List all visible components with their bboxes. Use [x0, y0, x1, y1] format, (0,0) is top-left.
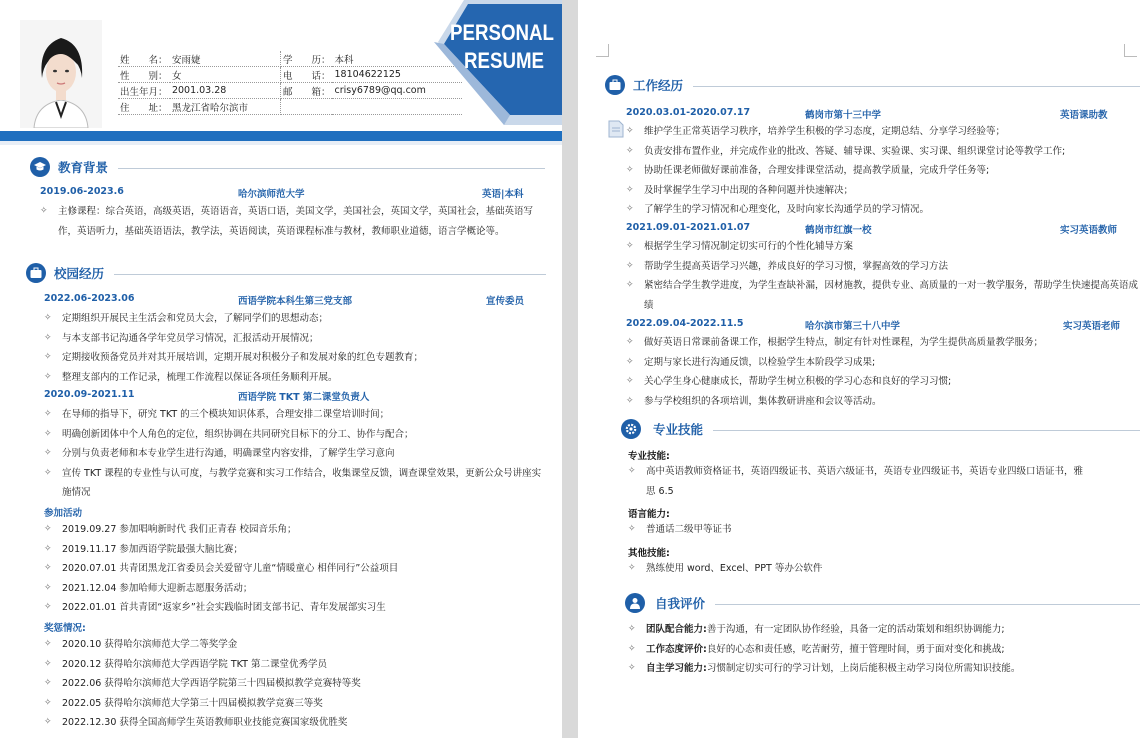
list-item: ✧ 负责安排布置作业，并完成作业的批改、答疑、辅导课、实验课、实习课、组织课堂讨论等教学工作; — [626, 145, 1066, 157]
item-text: 紧密结合学生教学进度，为学生查缺补漏，因材施教，提供专业、高质量的一对一教学服务，帮助学生快速提高英语成绩 — [644, 280, 1139, 311]
info-label: 住 址： — [118, 99, 170, 115]
list-item: ✧ 根据学生学习情况制定切实可行的个性化辅导方案 — [626, 241, 854, 252]
education-courses — [38, 202, 538, 241]
list-item: ✧ 2020.10 获得哈尔滨师范大学二等奖学金 — [44, 639, 238, 650]
section-education — [30, 157, 545, 179]
section-divider — [118, 168, 545, 169]
info-label — [280, 99, 332, 115]
graduation-cap-icon — [30, 157, 50, 177]
list-item: ✧ 协助任课老师做好课前准备，合理安排课堂活动，提高教学质量，完成升学任务等; — [626, 165, 990, 176]
item-text: 2019.09.27 参加唱响新时代 我们正青春 校园音乐角； — [62, 524, 297, 535]
item-text: 维护学生正常英语学习秩序，培养学生积极的学习态度，定期总结、分享学习经验等； — [644, 126, 1006, 137]
item-text: 2021.12.04 参加哈师大迎新志愿服务活动； — [62, 582, 253, 594]
item-text: 主修课程：综合英语，高级英语，英语语音，英语口语，美国文学，美国社会，英国文学，英国社会，基础英语写作，英语听力，基础英语语法，教学法，英语阅读，英语课程标准与教材，教师职业道德，语言学概论等。 — [58, 206, 534, 237]
item-text: 明确创新团体中个人角色的定位，组织协调在共同研究目标下的分工、协作与配合； — [62, 428, 414, 440]
item-text: 帮助学生提高英语学习兴趣，养成良好的学习习惯，掌握高效的学习方法 — [644, 260, 949, 272]
item-text: 2019.11.17 参加西语学院最强大脑比赛； — [62, 543, 243, 555]
skill-group-list — [626, 520, 1088, 540]
work-list-3 — [624, 333, 1139, 411]
info-value: 18104622125 — [332, 67, 462, 83]
list-item: ✧ 2022.05 获得哈尔滨师范大学第三十四届模拟教学竞赛三等奖 — [44, 697, 323, 709]
info-value: 本科 — [332, 51, 462, 67]
info-value: 2001.03.28 — [170, 83, 281, 99]
item-text: 2022.01.01 首共青团“返家乡”社会实践临时团支部书记、青年发展部实习生 — [62, 602, 386, 613]
list-item: ✧ 帮助学生提高英语学习兴趣，养成良好的学习习惯，掌握高效的学习方法 — [626, 260, 949, 272]
briefcase-icon — [605, 75, 625, 95]
item-text: 及时掌握学生学习中出现的各种问题并快速解决； — [644, 184, 854, 196]
list-item: ✧ 分别与负责老师和本专业学生进行沟通，明确课堂内容安排，了解学生学习意向 — [44, 448, 395, 459]
section-divider — [114, 274, 546, 275]
info-label: 性 别： — [118, 67, 170, 83]
work-role: 实习英语老师 — [1063, 321, 1121, 332]
header-bar — [0, 131, 562, 141]
list-item: ✧ 整理支部内的工作记录，梳理工作流程以保证各项任务顺利开展。 — [44, 371, 338, 383]
banner-line-2: RESUME — [463, 48, 545, 73]
list-item: ✧ 关心学生身心健康成长，帮助学生树立积极的学习心态和良好的学习习惯; — [626, 376, 952, 387]
info-label: 姓 名： — [118, 51, 170, 67]
item-text: 做好英语日常课前备课工作，根据学生特点，制定有针对性课程，为学生提供高质量教学服务； — [644, 337, 1044, 348]
list-item: ✧ 定期接收预备党员并对其开展培训，定期开展对积极分子和发展对象的红色专题教育； — [44, 352, 424, 363]
section-title: 自我评价 — [655, 596, 706, 611]
skill-group-label: 专业技能: — [628, 451, 670, 462]
item-text: 普通话二级甲等证书 — [646, 524, 732, 535]
section-title: 校园经历 — [54, 266, 105, 281]
list-item: ✧ 参与学校组织的各项培训，集体教研讲座和会议等活动。 — [626, 395, 882, 407]
awards-list — [42, 635, 542, 733]
skill-group-list — [626, 559, 1088, 579]
evaluation-key: 自主学习能力: — [646, 663, 707, 674]
campus-date: 2020.09-2021.11 — [44, 389, 135, 400]
item-text: 熟练使用 word、Excel、PPT 等办公软件 — [646, 563, 823, 574]
list-item: ✧ 主修课程：综合英语，高级英语，英语语音，英语口语，美国文学，美国社会，英国文学，英国社会，基础英语写作，英语听力，基础英语语法，教学法，英语阅读，英语课程标准与教材，教师职业道德，语言学概论等。 — [40, 206, 534, 237]
list-item: ✧ 与本支部书记沟通各学年党员学习情况，汇报活动开展情况； — [44, 332, 319, 344]
info-value: 黑龙江省哈尔滨市 — [170, 99, 281, 115]
section-title: 工作经历 — [633, 78, 684, 93]
work-list-1 — [624, 122, 1139, 220]
work-date: 2022.09.04-2022.11.5 — [626, 318, 744, 329]
section-work — [605, 75, 1140, 97]
skill-group-label: 语言能力: — [628, 509, 670, 520]
list-item: ✧ 定期与家长进行沟通反馈，以检验学生本阶段学习成果; — [626, 356, 876, 368]
list-item: ✧ 2021.12.04 参加哈师大迎新志愿服务活动； — [44, 582, 253, 594]
list-item: ✧ 在导师的指导下，研究 TKT 的三个模块知识体系，合理安排二课堂培训时间； — [44, 409, 390, 420]
item-text: 负责安排布置作业，并完成作业的批改、答疑、辅导课、实验课、实习课、组织课堂讨论等教学工作; — [644, 145, 1066, 157]
item-text: 定期与家长进行沟通反馈，以检验学生本阶段学习成果; — [644, 356, 876, 368]
campus-list-1 — [42, 309, 542, 387]
resume-page-right — [578, 0, 1145, 738]
list-item: ✧ 2019.09.27 参加唱响新时代 我们正青春 校园音乐角； — [44, 524, 297, 535]
item-text: 整理支部内的工作记录，梳理工作流程以保证各项任务顺利开展。 — [62, 371, 338, 383]
info-label: 邮 箱： — [280, 83, 332, 99]
item-text: 宣传 TKT 课程的专业性与认可度，与教学竞赛和实习工作结合，收集课堂反馈，调查课堂效果，更新公众号讲座实施情况 — [62, 467, 542, 498]
education-date: 2019.06-2023.6 — [40, 186, 124, 197]
list-item: ✧ 熟练使用 word、Excel、PPT 等办公软件 — [628, 563, 823, 574]
personal-info-table — [118, 51, 462, 115]
campus-org: 西语学院本科生第三党支部 — [238, 296, 353, 307]
item-text: 根据学生学习情况制定切实可行的个性化辅导方案 — [644, 241, 854, 252]
profile-photo — [20, 20, 102, 128]
item-text: 高中英语教师资格证书，英语四级证书、英语六级证书，英语专业四级证书，英语专业四级口语证书，雅思 6.5 — [646, 466, 1084, 497]
list-item: ✧ 2022.01.01 首共青团“返家乡”社会实践临时团支部书记、青年发展部实习生 — [44, 602, 386, 613]
section-divider — [713, 430, 1140, 431]
info-value: crisy6789@qq.com — [332, 83, 462, 99]
item-text: 定期接收预备党员并对其开展培训，定期开展对积极分子和发展对象的红色专题教育； — [62, 352, 424, 363]
list-item: ✧ 了解学生的学习情况和心理变化，及时向家长沟通学员的学习情况。 — [626, 204, 930, 215]
evaluation-value: 善于沟通，有一定团队协作经验，具备一定的活动策划和组织协调能力; — [706, 624, 1005, 635]
section-title: 教育背景 — [58, 160, 109, 175]
section-skills — [621, 419, 1140, 441]
info-label: 电 话： — [280, 67, 332, 83]
activities-list — [42, 520, 542, 618]
item-text: 在导师的指导下，研究 TKT 的三个模块知识体系，合理安排二课堂培训时间； — [62, 409, 390, 420]
work-org: 鹤岗市第十三中学 — [805, 110, 882, 121]
skill-group-label: 其他技能: — [628, 548, 670, 559]
list-item: ✧ 自主学习能力:习惯制定切实可行的学习计划，上岗后能积极主动学习岗位所需知识技能。 — [628, 663, 1021, 674]
item-text: 2020.10 获得哈尔滨师范大学二等奖学金 — [62, 639, 238, 650]
info-label: 出生年月： — [118, 83, 170, 99]
gear-icon — [621, 419, 641, 439]
item-text: 定期组织开展民主生活会和党员大会，了解同学们的思想动态； — [62, 313, 329, 324]
page-corner-mark — [596, 44, 609, 57]
section-divider — [693, 86, 1140, 87]
banner-line-1: PERSONAL — [450, 20, 554, 45]
item-text: 2022.12.30 获得全国高师学生英语教师职业技能竞赛国家级优胜奖 — [62, 717, 348, 728]
resume-page-left — [0, 0, 562, 738]
education-major: 英语|本科 — [482, 189, 524, 200]
work-role: 英语课助教 — [1060, 110, 1108, 121]
list-item: ✧ 明确创新团体中个人角色的定位，组织协调在共同研究目标下的分工、协作与配合； — [44, 428, 414, 440]
list-item: ✧ 维护学生正常英语学习秩序，培养学生积极的学习态度，定期总结、分享学习经验等； — [626, 126, 1006, 137]
item-text: 2020.07.01 共青团黑龙江省委员会关爱留守儿童“情暖童心 相伴同行”公益项目 — [62, 563, 399, 574]
campus-date: 2022.06-2023.06 — [44, 293, 135, 304]
list-item: ✧ 2020.07.01 共青团黑龙江省委员会关爱留守儿童“情暖童心 相伴同行”公益项目 — [44, 563, 399, 574]
resume-banner — [430, 0, 562, 125]
list-item: ✧ 及时掌握学生学习中出现的各种问题并快速解决； — [626, 184, 854, 196]
list-item: ✧ 宣传 TKT 课程的专业性与认可度，与教学竞赛和实习工作结合，收集课堂反馈，调查课堂效果，更新公众号讲座实施情况 — [44, 467, 542, 498]
work-org: 哈尔滨市第三十八中学 — [805, 321, 901, 332]
item-text: 2022.05 获得哈尔滨师范大学第三十四届模拟教学竞赛三等奖 — [62, 697, 323, 709]
item-text: 协助任课老师做好课前准备，合理安排课堂活动，提高教学质量，完成升学任务等; — [644, 165, 990, 176]
section-evaluation — [625, 593, 1140, 615]
skill-group-list — [626, 462, 1088, 501]
education-school: 哈尔滨师范大学 — [238, 189, 305, 200]
work-date: 2020.03.01-2020.07.17 — [626, 107, 751, 118]
list-item: ✧ 定期组织开展民主生活会和党员大会，了解同学们的思想动态； — [44, 313, 329, 324]
list-item: ✧ 团队配合能力:善于沟通，有一定团队协作经验，具备一定的活动策划和组织协调能力; — [628, 624, 1005, 635]
item-text: 与本支部书记沟通各学年党员学习情况，汇报活动开展情况； — [62, 332, 319, 344]
list-item: ✧ 做好英语日常课前备课工作，根据学生特点，制定有针对性课程，为学生提供高质量教学服务； — [626, 337, 1044, 348]
info-label: 学 历： — [280, 51, 332, 67]
section-divider — [715, 604, 1140, 605]
evaluation-value: 习惯制定切实可行的学习计划，上岗后能积极主动学习岗位所需知识技能。 — [706, 663, 1021, 674]
list-item: ✧ 紧密结合学生教学进度，为学生查缺补漏，因材施教，提供专业、高质量的一对一教学服务，帮助学生快速提高英语成绩 — [626, 280, 1139, 311]
campus-role: 宣传委员 — [486, 296, 525, 307]
info-value: 安雨婕 — [170, 51, 281, 67]
item-text: 关心学生身心健康成长，帮助学生树立积极的学习心态和良好的学习习惯; — [644, 376, 952, 387]
list-item: ✧ 普通话二级甲等证书 — [628, 524, 732, 535]
work-role: 实习英语教师 — [1060, 225, 1118, 236]
section-campus — [26, 263, 546, 285]
evaluation-value: 良好的心态和责任感，吃苦耐劳，擅于管理时间，勇于面对变化和挑战; — [706, 643, 1005, 655]
section-title: 专业技能 — [653, 422, 704, 437]
work-list-2 — [624, 237, 1139, 315]
list-item: ✧ 2020.12 获得哈尔滨师范大学西语学院 TKT 第二课堂优秀学员 — [44, 658, 327, 670]
work-org: 鹤岗市红旗一校 — [805, 225, 872, 236]
item-text: 分别与负责老师和本专业学生进行沟通，明确课堂内容安排，了解学生学习意向 — [62, 448, 395, 459]
evaluation-list — [626, 620, 1141, 679]
page-gutter — [562, 0, 578, 738]
list-item: ✧ 2022.06 获得哈尔滨师范大学西语学院第三十四届模拟教学竞赛特等奖 — [44, 678, 361, 689]
item-text: 2022.06 获得哈尔滨师范大学西语学院第三十四届模拟教学竞赛特等奖 — [62, 678, 361, 689]
item-text: 2020.12 获得哈尔滨师范大学西语学院 TKT 第二课堂优秀学员 — [62, 658, 327, 670]
item-text: 了解学生的学习情况和心理变化，及时向家长沟通学员的学习情况。 — [644, 204, 930, 215]
evaluation-key: 工作态度评价: — [646, 643, 707, 655]
item-text: 参与学校组织的各项培训，集体教研讲座和会议等活动。 — [644, 395, 882, 407]
work-date: 2021.09.01-2021.01.07 — [626, 222, 751, 233]
campus-org: 西语学院 TKT 第二课堂负责人 — [238, 392, 370, 403]
list-item: ✧ 2022.12.30 获得全国高师学生英语教师职业技能竞赛国家级优胜奖 — [44, 717, 348, 728]
awards-label: 奖惩情况: — [44, 623, 86, 634]
evaluation-key: 团队配合能力: — [646, 624, 707, 635]
document-icon — [608, 120, 624, 138]
list-item: ✧ 高中英语教师资格证书，英语四级证书、英语六级证书，英语专业四级证书，英语专业四级口语证书，雅思 6.5 — [628, 466, 1084, 497]
campus-list-2 — [42, 405, 542, 503]
list-item: ✧ 工作态度评价:良好的心态和责任感，吃苦耐劳，擅于管理时间，勇于面对变化和挑战; — [628, 643, 1005, 655]
info-value: 女 — [170, 67, 281, 83]
header-bar-shadow — [0, 141, 562, 145]
page-corner-mark — [1124, 44, 1137, 57]
activities-label: 参加活动 — [44, 508, 83, 519]
briefcase-icon — [26, 263, 46, 283]
person-icon — [625, 593, 645, 613]
list-item: ✧ 2019.11.17 参加西语学院最强大脑比赛； — [44, 543, 243, 555]
